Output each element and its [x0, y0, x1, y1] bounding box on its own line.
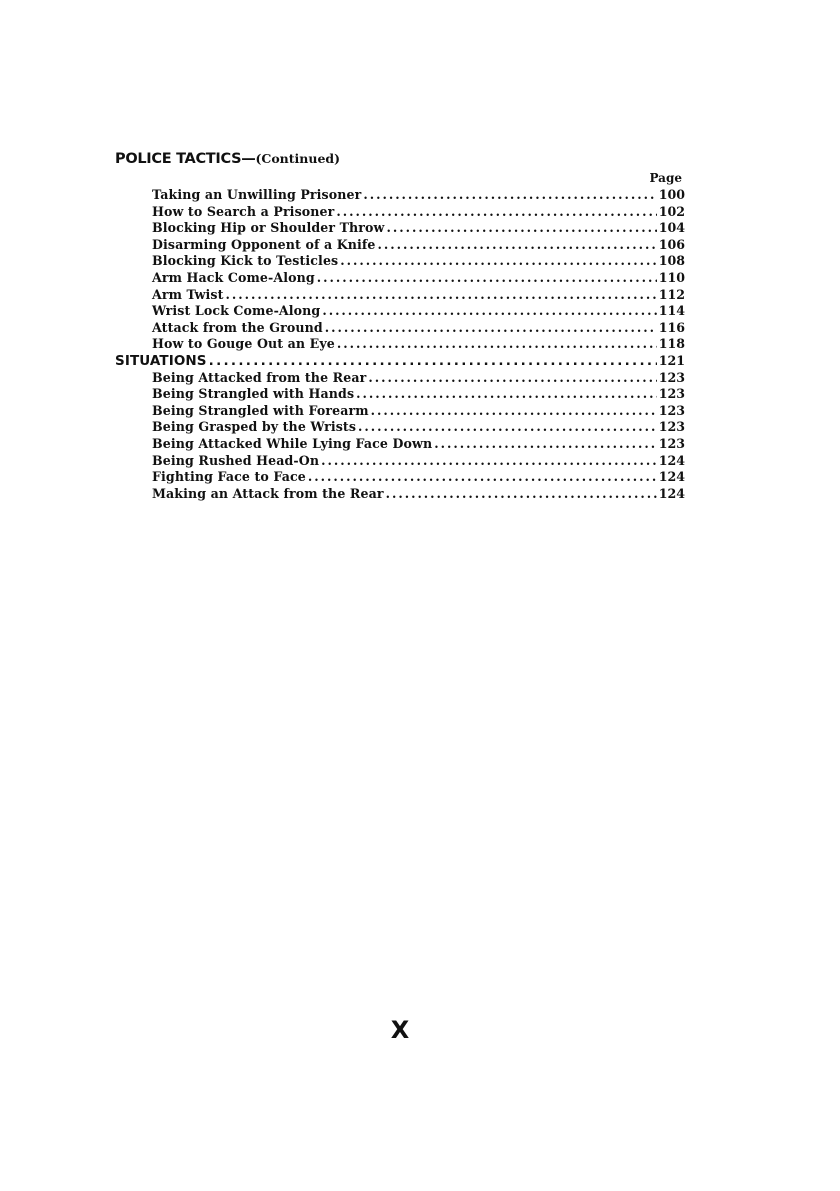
- toc-entry: [115, 486, 685, 503]
- entry-page-number: 123: [658, 402, 685, 418]
- entry-title: Blocking Kick to Testicles: [152, 253, 339, 269]
- leader-dots: [321, 453, 657, 470]
- toc-entry: [115, 419, 685, 436]
- leader-dots: [340, 253, 656, 270]
- entry-page-number: 116: [658, 319, 685, 335]
- leader-dots: [308, 469, 657, 486]
- entry-title: Being Grasped by the Wrists: [152, 419, 357, 435]
- leader-dots: [371, 403, 657, 420]
- page-folio: X: [390, 1016, 410, 1044]
- entry-title: Being Attacked from the Rear: [152, 369, 367, 385]
- leader-dots: [356, 386, 657, 403]
- entry-page-number: 112: [658, 286, 685, 302]
- page-column-label: [115, 170, 685, 187]
- entry-title: Arm Hack Come-Along: [152, 269, 315, 285]
- toc-entry: [115, 370, 685, 387]
- leader-dots: [434, 436, 656, 453]
- entry-title: How to Gouge Out an Eye: [152, 336, 335, 352]
- section-title: POLICE TACTICS: [115, 151, 242, 167]
- leader-dots: [226, 287, 657, 304]
- entry-page-number: 123: [658, 369, 685, 385]
- toc-entry: [115, 303, 685, 320]
- entry-page-number: 123: [658, 419, 685, 435]
- entry-title: Being Rushed Head-On: [152, 452, 320, 468]
- entry-title: How to Search a Prisoner: [152, 203, 335, 219]
- toc-entry: [115, 436, 685, 453]
- entry-page-number: 124: [658, 485, 685, 501]
- entry-page-number: 118: [658, 336, 685, 352]
- toc-entry: [115, 220, 685, 237]
- leader-dots: [317, 270, 657, 287]
- situations-list: [115, 370, 685, 503]
- section-heading-police-tactics: [115, 150, 685, 168]
- table-of-contents: [115, 150, 685, 502]
- page-label: Page: [649, 171, 682, 185]
- entry-page-number: 106: [658, 236, 685, 252]
- toc-entry: [115, 187, 685, 204]
- leader-dots: [386, 220, 656, 237]
- police-tactics-list: [115, 187, 685, 353]
- entry-title: Attack from the Ground: [152, 319, 323, 335]
- entry-title: Making an Attack from the Rear: [152, 485, 384, 501]
- toc-entry: [115, 386, 685, 403]
- entry-title: Fighting Face to Face: [152, 469, 306, 485]
- section-heading-situations: [115, 353, 685, 370]
- entry-page-number: 124: [658, 452, 685, 468]
- section-dash: —: [241, 151, 256, 167]
- entry-page-number: 123: [658, 435, 685, 451]
- entry-page-number: 110: [658, 269, 685, 285]
- entry-page-number: 123: [658, 386, 685, 402]
- entry-page-number: 104: [658, 220, 685, 236]
- entry-title: Being Strangled with Forearm: [152, 402, 369, 418]
- entry-title: Being Strangled with Hands: [152, 386, 355, 402]
- leader-dots: [209, 353, 657, 370]
- toc-entry: [115, 469, 685, 486]
- leader-dots: [336, 204, 656, 221]
- entry-title: Taking an Unwilling Prisoner: [152, 187, 362, 202]
- leader-dots: [363, 187, 656, 204]
- toc-entry: [115, 204, 685, 221]
- section-title: SITUATIONS: [115, 352, 207, 369]
- continued-label: (Continued): [255, 151, 341, 166]
- entry-page-number: 100: [658, 187, 685, 202]
- entry-page-number: 114: [658, 303, 685, 319]
- entry-title: Arm Twist: [152, 286, 224, 302]
- leader-dots: [386, 486, 657, 503]
- toc-entry: [115, 287, 685, 304]
- entry-page-number: 102: [658, 203, 685, 219]
- leader-dots: [325, 320, 657, 337]
- entry-page-number: 121: [658, 352, 685, 368]
- entry-title: Being Attacked While Lying Face Down: [152, 435, 433, 451]
- toc-entry: [115, 270, 685, 287]
- leader-dots: [358, 419, 657, 436]
- toc-entry: [115, 336, 685, 353]
- entry-page-number: 108: [658, 253, 685, 269]
- leader-dots: [378, 237, 657, 254]
- toc-entry: [115, 403, 685, 420]
- toc-entry: [115, 453, 685, 470]
- leader-dots: [322, 303, 656, 320]
- toc-entry: [115, 237, 685, 254]
- entry-title: Blocking Hip or Shoulder Throw: [152, 220, 385, 236]
- leader-dots: [368, 370, 656, 387]
- entry-page-number: 124: [658, 469, 685, 485]
- toc-entry: [115, 320, 685, 337]
- entry-title: Disarming Opponent of a Knife: [152, 236, 376, 252]
- entry-title: Wrist Lock Come-Along: [152, 303, 321, 319]
- toc-entry: [115, 253, 685, 270]
- leader-dots: [337, 336, 657, 353]
